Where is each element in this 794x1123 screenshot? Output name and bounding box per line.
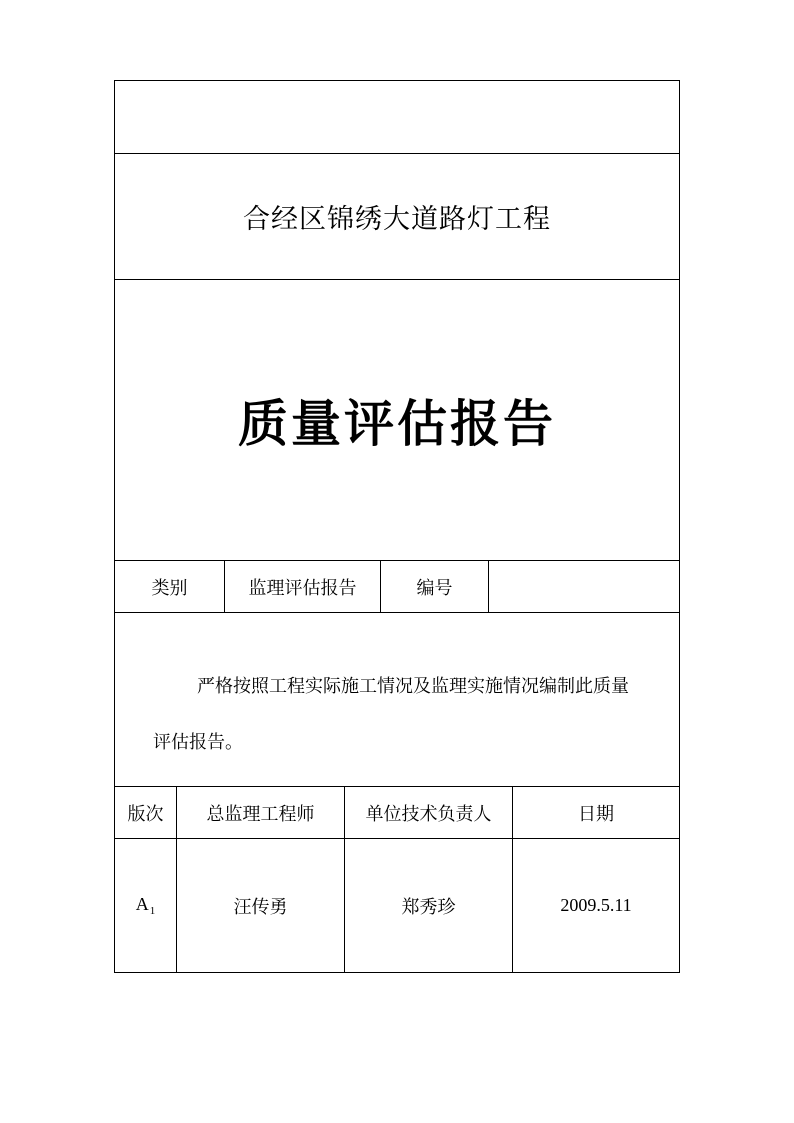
technical-lead-cell [345, 839, 513, 972]
report-date: 2009.5.11 [560, 895, 632, 915]
category-value-cell [225, 561, 381, 612]
project-title-cell [115, 154, 679, 279]
header-version-cell [115, 787, 177, 838]
version-cell [115, 839, 177, 972]
version-subscript: 1 [149, 905, 156, 917]
header-version: 版次 [127, 803, 164, 825]
report-title-cell [115, 280, 679, 560]
header-chief-supervisor: 总监理工程师 [206, 803, 315, 825]
number-label: 编号 [416, 577, 453, 599]
version-value [136, 894, 156, 917]
header-date-cell [513, 787, 679, 838]
report-cover-table [114, 80, 680, 973]
header-chief-supervisor-cell [177, 787, 345, 838]
statement-text: 严格按照工程实际施工情况及监理实施情况编制此质量评估报告。 [153, 676, 629, 753]
project-title: 合经区锦绣大道路灯工程 [243, 204, 551, 235]
category-label: 类别 [151, 577, 188, 599]
chief-supervisor-name: 汪传勇 [233, 896, 288, 918]
header-date: 日期 [578, 803, 614, 825]
info-row [115, 561, 679, 613]
category-value: 监理评估报告 [248, 577, 357, 599]
category-label-cell [115, 561, 225, 612]
header-technical-lead: 单位技术负责人 [365, 803, 492, 825]
header-technical-lead-cell [345, 787, 513, 838]
signature-header-row [115, 787, 679, 839]
technical-lead-name: 郑秀珍 [401, 896, 456, 918]
number-value-cell [489, 561, 679, 612]
report-title: 质量评估报告 [238, 395, 556, 453]
date-cell [513, 839, 679, 972]
version-main: A [135, 894, 149, 914]
signature-value-row [115, 839, 679, 972]
project-title-row [115, 154, 679, 280]
statement-row [115, 613, 679, 787]
chief-supervisor-cell [177, 839, 345, 972]
number-label-cell [381, 561, 489, 612]
report-title-row [115, 280, 679, 561]
blank-header-row [115, 81, 679, 154]
